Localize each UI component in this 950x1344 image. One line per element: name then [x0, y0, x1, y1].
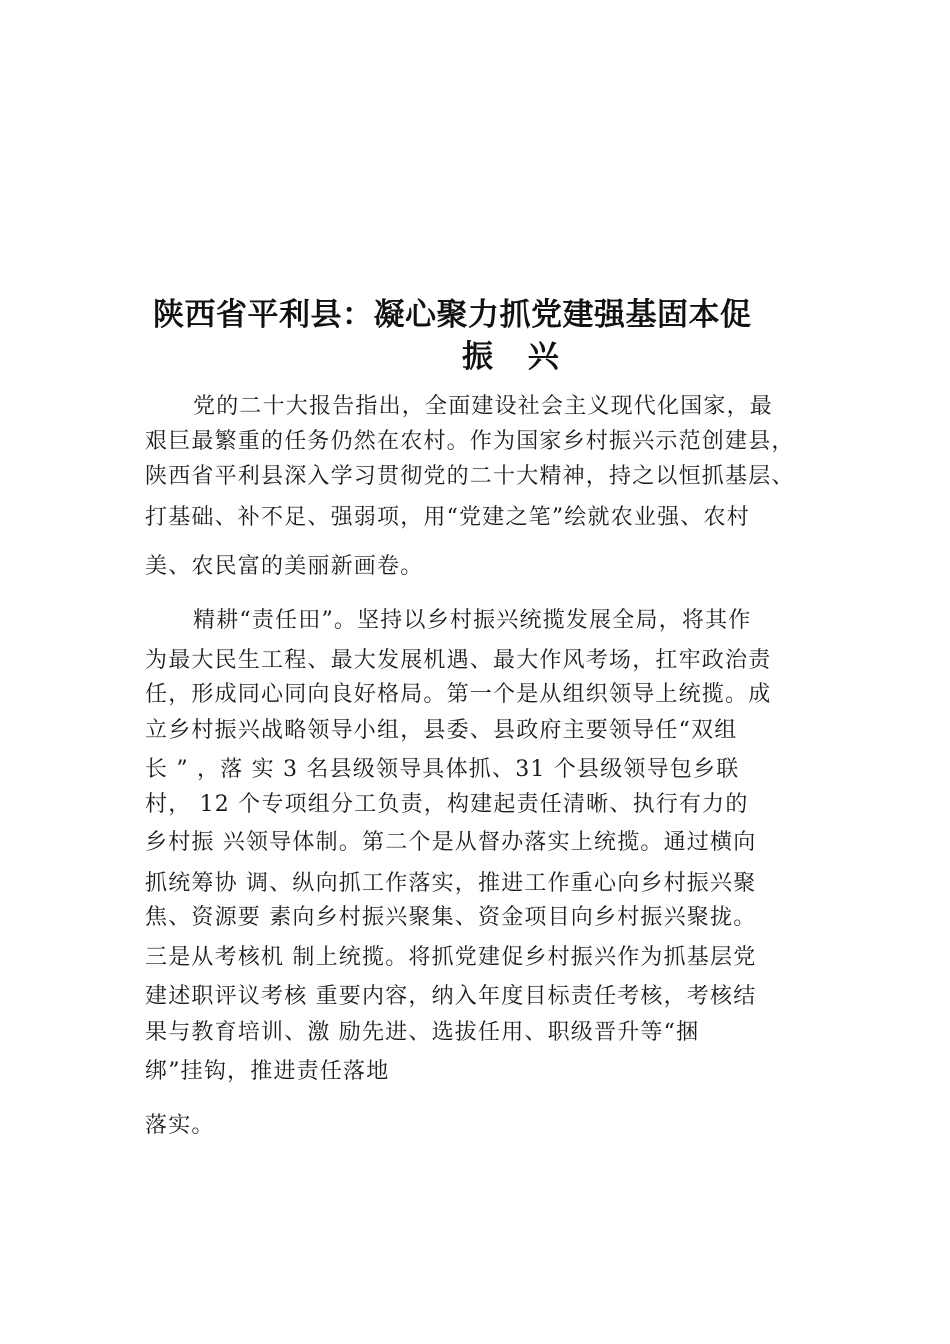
- paragraph-2-line: 乡村振 兴领导体制。第二个是从督办落实上统揽。通过横向: [145, 830, 757, 855]
- paragraph-2-line: 果与教育培训、激 励先进、选拔任用、职级晋升等“捆: [145, 1020, 700, 1045]
- document-title-line-2: 振 兴: [462, 339, 571, 375]
- paragraph-1-line: 艰巨最繁重的任务仍然在农村。作为国家乡村振兴示范创建县，: [145, 429, 795, 454]
- paragraph-2-line: 建述职评议考核 重要内容，纳入年度目标责任考核，考核结: [145, 984, 757, 1009]
- document-title-line-1: 陕西省平利县：凝心聚力抓党建强基固本促: [153, 297, 752, 333]
- paragraph-2-line: 村， 12 个专项组分工负责，构建起责任清晰、执行有力的: [145, 792, 749, 817]
- paragraph-2-line: 立乡村振兴战略领导小组，县委、县政府主要领导任“双组: [145, 718, 738, 743]
- paragraph-1-line: 党的二十大报告指出，全面建设社会主义现代化国家，最: [193, 394, 774, 419]
- paragraph-2-line: 落实。: [145, 1113, 215, 1138]
- paragraph-2-line: 绑”挂钩，推进责任落地: [145, 1059, 390, 1084]
- paragraph-1-line: 打基础、补不足、强弱项，用“党建之笔”绘就农业强、农村: [145, 505, 750, 530]
- paragraph-1-line: 美、农民富的美丽新画卷。: [145, 554, 424, 579]
- paragraph-2-line: 精耕“责任田”。坚持以乡村振兴统揽发展全局，将其作: [193, 608, 752, 633]
- paragraph-2-line: 抓统筹协 调、纵向抓工作落实，推进工作重心向乡村振兴聚: [145, 871, 757, 896]
- paragraph-2-line: 焦、资源要 素向乡村振兴聚集、资金项目向乡村振兴聚拢。: [145, 905, 757, 930]
- paragraph-2-line: 三是从考核机 制上统揽。将抓党建促乡村振兴作为抓基层党: [145, 945, 757, 970]
- paragraph-1-line: 陕西省平利县深入学习贯彻党的二十大精神，持之以恒抓基层、: [145, 464, 795, 489]
- paragraph-2-line: 任，形成同心同向良好格局。第一个是从组织领导上统揽。成: [145, 682, 772, 707]
- paragraph-2-line: 长 ” ，落 实 3 名县级领导具体抓、31 个县级领导包乡联: [145, 757, 740, 782]
- paragraph-2-line: 为最大民生工程、最大发展机遇、最大作风考场，扛牢政治责: [145, 648, 772, 673]
